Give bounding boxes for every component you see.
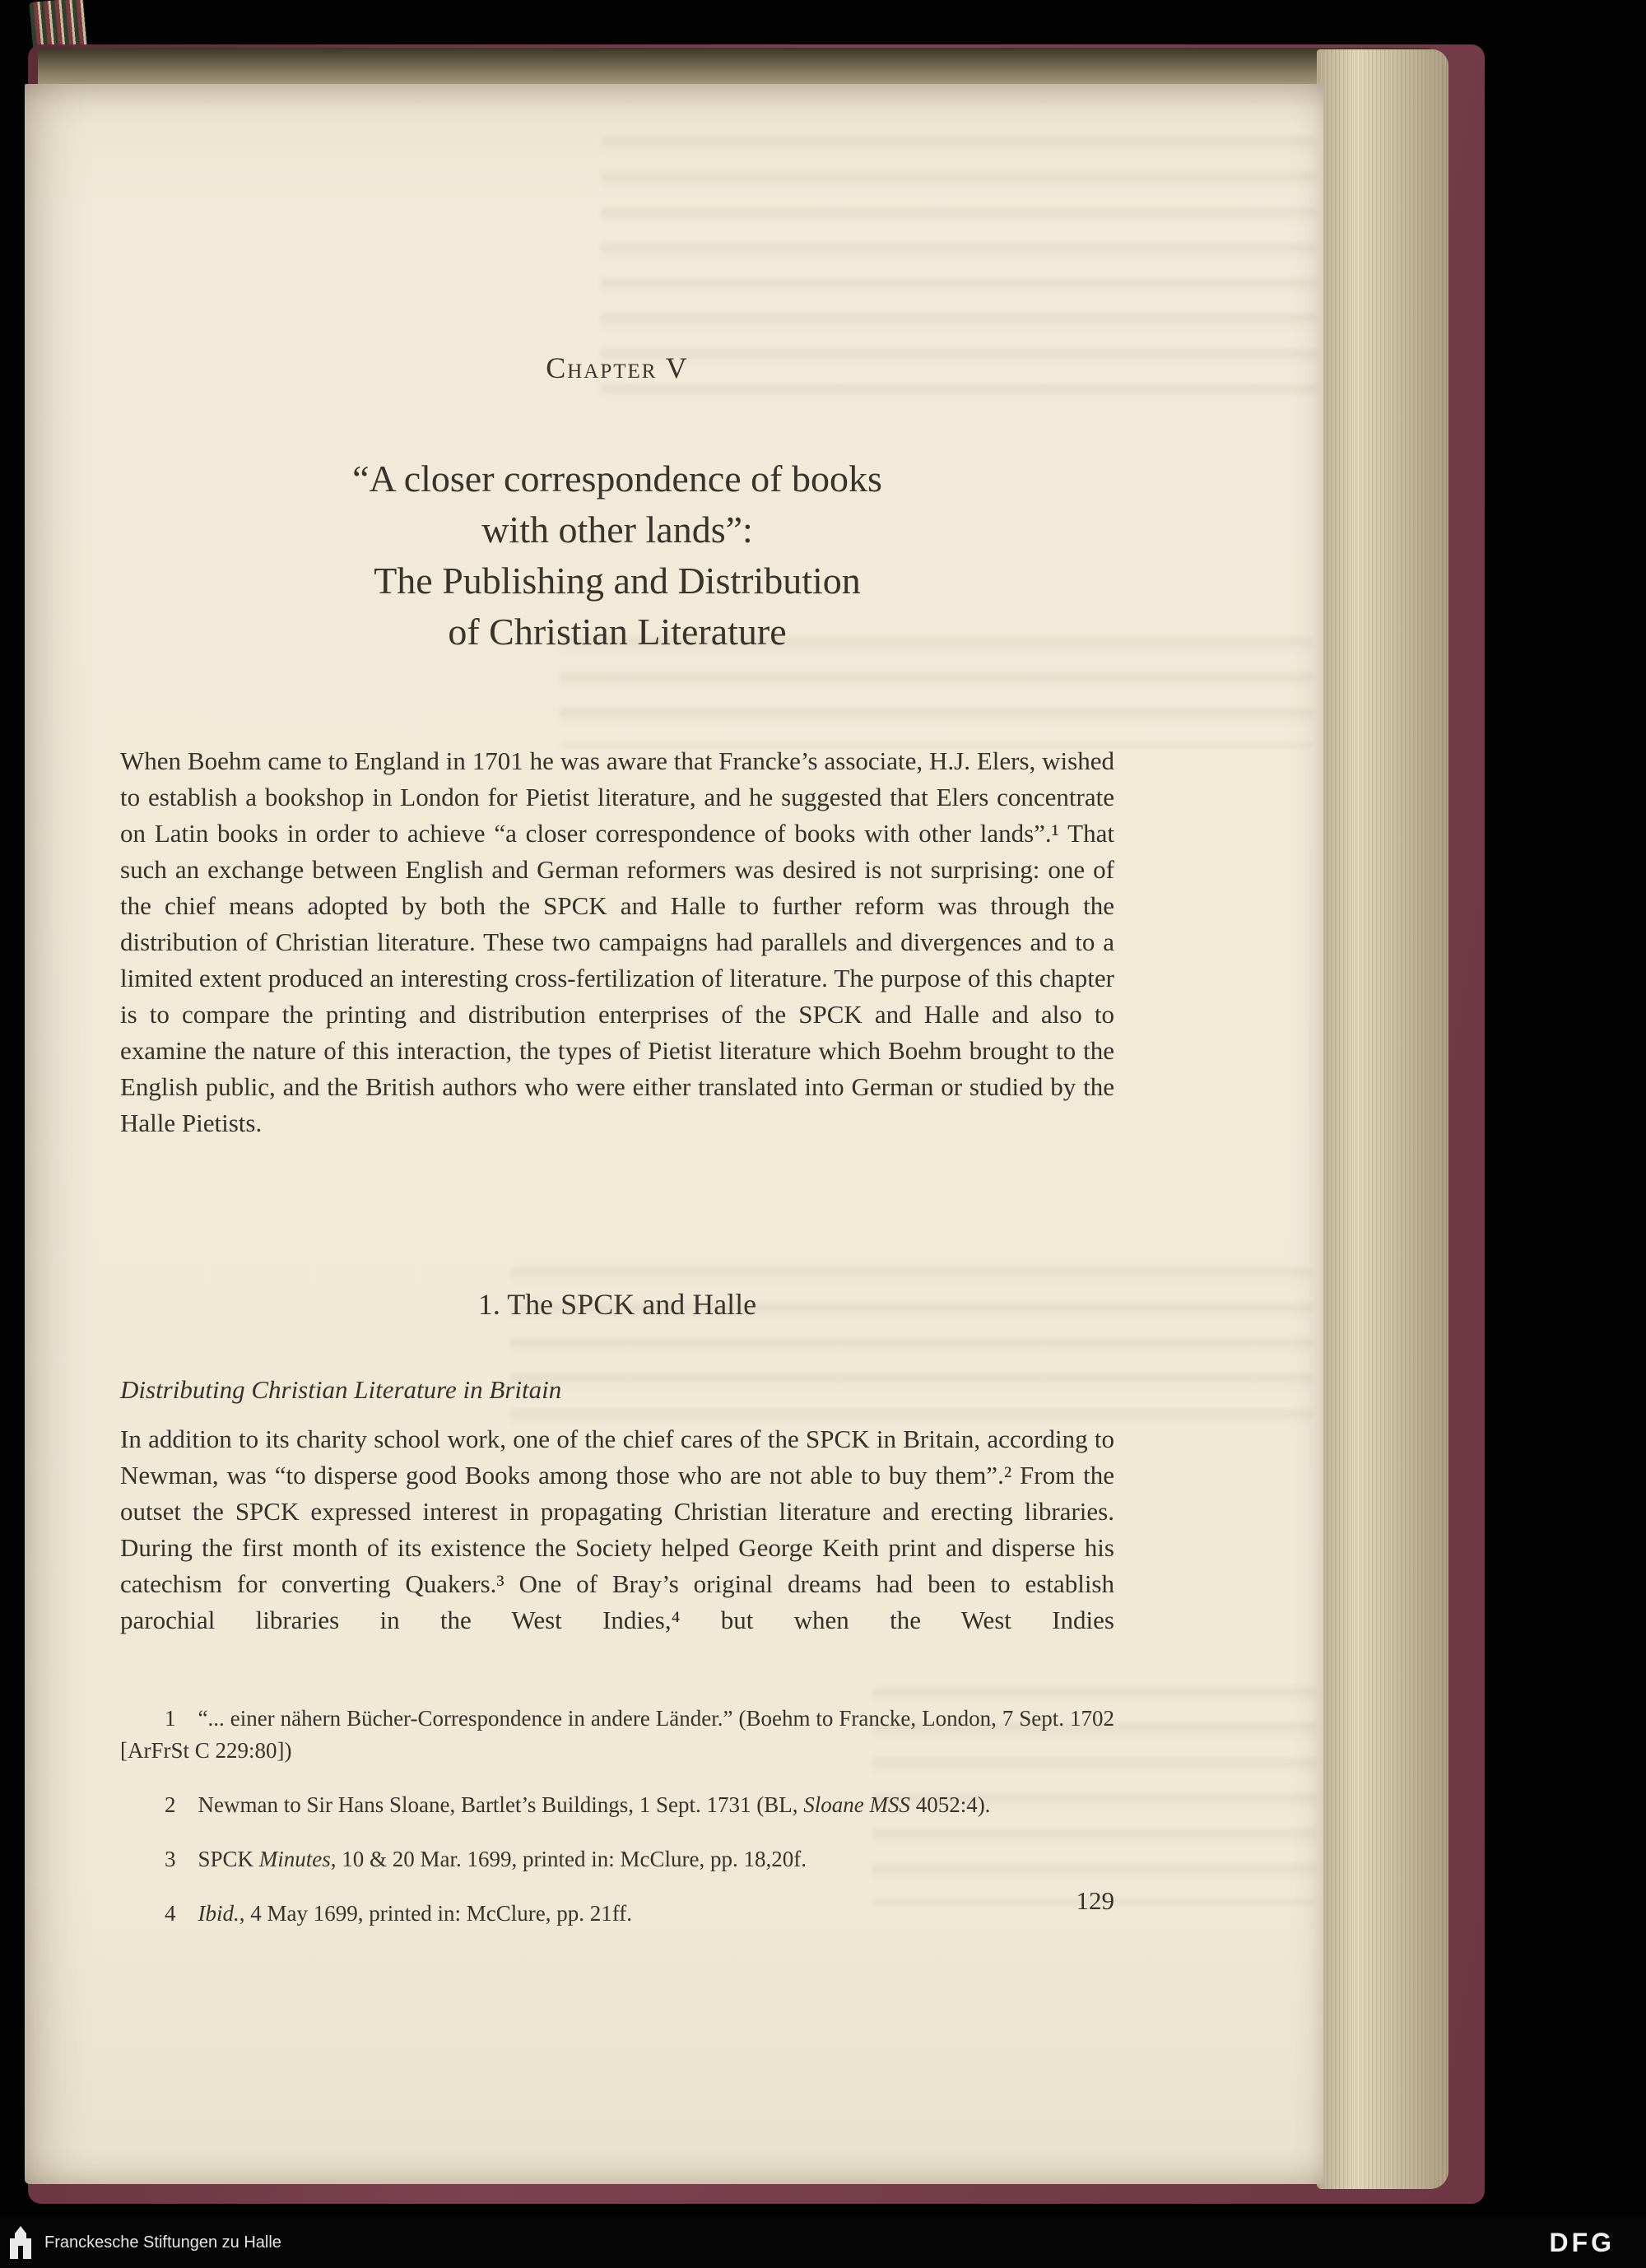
subsection-heading: Distributing Christian Literature in Britain	[120, 1375, 562, 1404]
chapter-title-line: The Publishing and Distribution	[374, 559, 861, 602]
franckesche-stiftungen-logo-icon	[8, 2226, 33, 2259]
footnote-4: 4 Ibid., 4 May 1699, printed in: McClure, pp. 21ff.	[165, 1901, 632, 1926]
chapter-title	[120, 453, 1114, 658]
page-number: 129	[1076, 1886, 1114, 1915]
page-fore-edge	[1317, 49, 1448, 2189]
footnote-1: 1 “... einer nähern Bücher-Correspondence in andere Länder.” (Boehm to Francke, London, 7 Sept. 1702 [ArFrSt C 229:80])	[120, 1706, 1114, 1763]
page-content	[120, 84, 1114, 2184]
footer-library-label: Franckesche Stiftungen zu Halle	[44, 2233, 281, 2252]
paragraph-2: In addition to its charity school work, one of the chief cares of the SPCK in Britain, according to Newman, was “to disperse good Books among those who are not able to buy them”.² From the outset the SPCK expressed interest in propagating Christian literature and erecting libraries. During the first month of its existence the Society helped George Keith print and disperse his catechism for converting Quakers.³ One of Bray’s original dreams had been to establish parochial libraries in the West Indies,⁴ but when the West Indies	[120, 1424, 1114, 1634]
section-heading: 1. The SPCK and Halle	[477, 1287, 757, 1321]
page-top-edges	[38, 48, 1430, 89]
book-page	[25, 84, 1323, 2184]
chapter-title-line: with other lands”:	[481, 508, 753, 551]
chapter-label: Chapter V	[546, 351, 689, 384]
chapter-title-line: “A closer correspondence of books	[352, 457, 882, 500]
footer-left-group	[8, 2226, 281, 2259]
footnote-3: 3 SPCK Minutes, 10 & 20 Mar. 1699, printed in: McClure, pp. 18,20f.	[165, 1847, 807, 1871]
footnote-2: 2 Newman to Sir Hans Sloane, Bartlet’s Buildings, 1 Sept. 1731 (BL, Sloane MSS 4052:4).	[165, 1792, 991, 1817]
scan-footer-bar	[0, 2217, 1646, 2268]
dfg-logo: DFG	[1549, 2227, 1615, 2257]
paragraph-1: When Boehm came to England in 1701 he was aware that Francke’s associate, H.J. Elers, wished to establish a bookshop in London for Pietist literature, and he suggested that Elers concentrate on Latin books in order to achieve “a closer correspondence of books with other lands”.¹ That such an exchange between English and German reformers was desired is not surprising: one of the chief means adopted by both the SPCK and Halle to further reform was through the distribution of Christian literature. These two campaigns had parallels and divergences and to a limited extent produced an interesting cross-fertilization of literature. The purpose of this chapter is to compare the printing and distribution enterprises of the SPCK and Halle and also to examine the nature of this interaction, the types of Pietist literature which Boehm brought to the English public, and the British authors who were either translated into German or studied by the Halle Pietists.	[120, 746, 1114, 1137]
chapter-title-line: of Christian Literature	[448, 610, 787, 653]
